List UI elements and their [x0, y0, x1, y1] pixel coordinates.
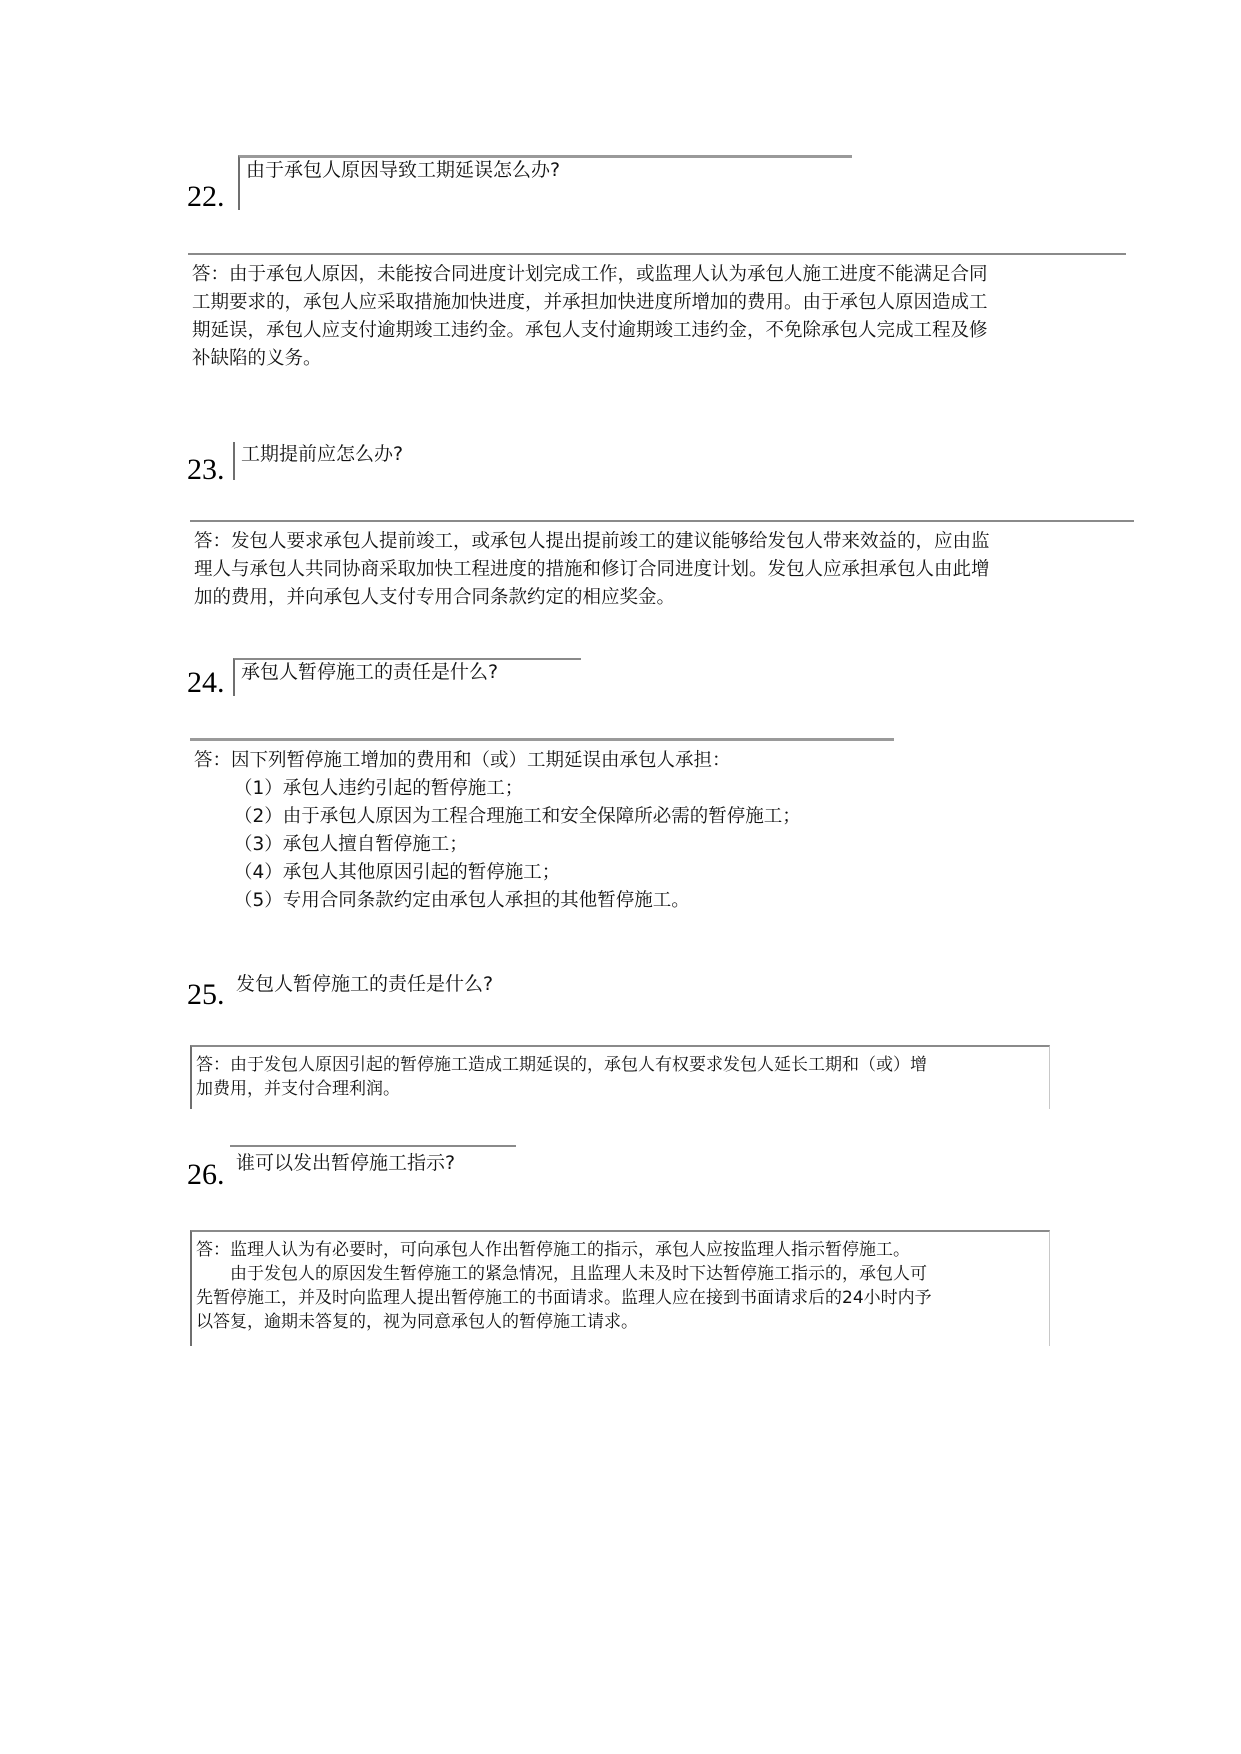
- item-25-question: 发包人暂停施工的责任是什么?: [236, 973, 494, 995]
- item-23-answer: [190, 520, 1134, 612]
- item-24-number: 24.: [187, 666, 225, 699]
- answer-line: （3）承包人擅自暂停施工；: [234, 834, 468, 855]
- answer-line: 工期要求的，承包人应采取措施加快进度，并承担加快进度所增加的费用。由于承包人原因造成工: [192, 292, 988, 313]
- answer-line: （4）承包人其他原因引起的暂停施工；: [234, 862, 561, 883]
- item-23-question: 工期提前应怎么办?: [233, 442, 441, 480]
- item-22-question: 由于承包人原因导致工期延误怎么办?: [238, 155, 852, 210]
- item-23-number: 23.: [187, 453, 225, 486]
- item-26-number: 26.: [187, 1158, 225, 1191]
- answer-line: 期延误，承包人应支付逾期竣工违约金。承包人支付逾期竣工违约金，不免除承包人完成工程及修: [192, 320, 988, 341]
- item-22-number: 22.: [187, 180, 225, 213]
- item-24-answer: [190, 738, 894, 915]
- answer-line: 先暂停施工，并及时向监理人提出暂停施工的书面请求。监理人应在接到书面请求后的24小时内予: [196, 1288, 932, 1308]
- answer-line: （2）由于承包人原因为工程合理施工和安全保障所必需的暂停施工；: [234, 806, 801, 827]
- item-26-answer: [190, 1230, 1050, 1346]
- answer-line: 答：由于承包人原因，未能按合同进度计划完成工作，或监理人认为承包人施工进度不能满足合同: [192, 264, 988, 285]
- answer-line: 加的费用，并向承包人支付专用合同条款约定的相应奖金。: [194, 587, 676, 608]
- item-24-question: 承包人暂停施工的责任是什么?: [233, 658, 581, 696]
- answer-line: 答：发包人要求承包人提前竣工，或承包人提出提前竣工的建议能够给发包人带来效益的，应由监: [194, 531, 990, 552]
- answer-line: 理人与承包人共同协商采取加快工程进度的措施和修订合同进度计划。发包人应承担承包人由此增: [194, 559, 990, 580]
- answer-line: 补缺陷的义务。: [192, 348, 322, 369]
- answer-line: 答：由于发包人原因引起的暂停施工造成工期延误的，承包人有权要求发包人延长工期和（或）增: [196, 1055, 927, 1075]
- answer-line: （5）专用合同条款约定由承包人承担的其他暂停施工。: [234, 890, 690, 911]
- answer-line: 答：监理人认为有必要时，可向承包人作出暂停施工的指示，承包人应按监理人指示暂停施工。: [196, 1240, 910, 1260]
- answer-line: 由于发包人的原因发生暂停施工的紧急情况，且监理人未及时下达暂停施工指示的，承包人可: [230, 1264, 927, 1284]
- item-25-number: 25.: [187, 978, 225, 1011]
- answer-line: （1）承包人违约引起的暂停施工；: [234, 778, 524, 799]
- answer-line: 以答复，逾期未答复的，视为同意承包人的暂停施工请求。: [196, 1312, 638, 1332]
- answer-line: 加费用，并支付合理利润。: [196, 1079, 400, 1099]
- answer-line: 答：因下列暂停施工增加的费用和（或）工期延误由承包人承担：: [194, 750, 731, 771]
- item-26-question: 谁可以发出暂停施工指示?: [230, 1145, 516, 1187]
- item-22-answer: [188, 253, 1126, 373]
- item-25-answer: [190, 1045, 1050, 1109]
